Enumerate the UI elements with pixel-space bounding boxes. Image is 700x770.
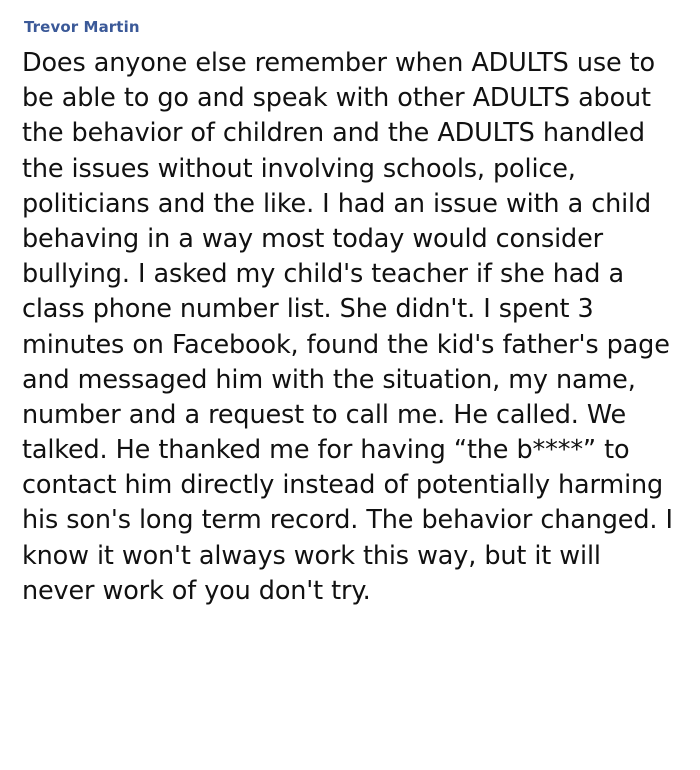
comment-text: Does anyone else remember when ADULTS use to be able to go and speak with other ADULTS about the behavior of children and the ADULTS handled the issues without involving schools, police, politicians and the like. I had an issue with a child behaving in a way most today would consider bullying. I asked my child's teacher if she had a class phone number list. She didn't. I spent 3 minutes on Facebook, found the kid's father's page and messaged him with the situation, my name, number and a request to call me. He called. We talked. He thanked me for having “the b****” to contact him directly instead of potentially harming his son's long term record. The behavior changed. I know it won't always work this way, but it will never work of you don't try. bbox=[22, 48, 673, 606]
comment-author-name[interactable]: Trevor Martin bbox=[24, 18, 140, 36]
